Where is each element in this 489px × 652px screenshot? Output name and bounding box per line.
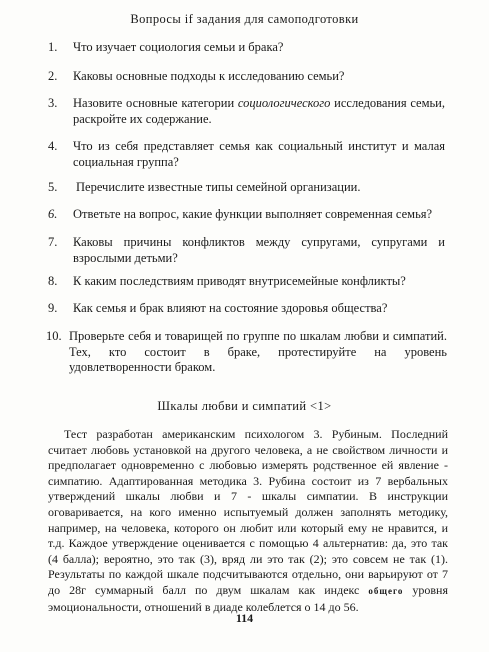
page-number: 114 <box>235 611 254 625</box>
question-number: 1. <box>48 40 58 54</box>
question-text: Каковы основные подходы к исследованию семьи? <box>73 69 345 83</box>
section-title-scales: Шкалы любви и симпатий <1> <box>157 399 332 413</box>
question-text: Что из себя представляет семья как социальный институт и малая социальная группа? <box>73 139 445 169</box>
question-number: 3. <box>48 96 58 110</box>
bold-word: общего <box>368 585 404 596</box>
question-number: 4. <box>48 139 58 153</box>
question-text: Перечислите известные типы семейной организации. <box>76 180 361 194</box>
question-number: 10. <box>46 329 62 343</box>
question-text: К каким последствиям приводят внутрисемейные конфликты? <box>73 274 406 288</box>
section-title-questions: Вопросы if задания для самоподготовки <box>130 12 359 26</box>
question-text: Назовите основные категории социологического исследования семьи, раскройте их содержание. <box>73 96 445 126</box>
question-number: 8. <box>48 274 58 288</box>
question-number: 6. <box>48 207 58 221</box>
italic-word: социологического <box>237 96 331 110</box>
question-text: Каковы причины конфликтов между супругами, супругами и взрослыми детьми? <box>73 235 445 265</box>
question-text: Как семья и брак влияют на состояние здоровья общества? <box>73 301 388 315</box>
question-text: Ответьте на вопрос, какие функции выполняет современная семья? <box>73 207 433 221</box>
question-number: 9. <box>48 301 58 315</box>
question-text: Проверьте себя и товарищей по группе по шкалам любви и симпатий. Тех, кто состоит в браке, протестируйте на уровень удовлетворенности браком. <box>69 329 447 374</box>
question-number: 7. <box>48 235 58 249</box>
question-number: 5. <box>48 180 58 194</box>
question-number: 2. <box>48 69 58 83</box>
question-text: Что изучает социология семьи и брака? <box>73 40 284 54</box>
body-paragraph: Тест разработан американским психологом 3. Рубиным. Последний считает любовь установкой на другого человека, а не свойством личности и предполагает одновременно с любовью измерять родственное ей явление - симпатию. Адаптированная методика 3. Рубина состоит из 7 вербальных утверждений шкалы любви и 7 - шкалы симпатии. В инструкции оговаривается, на кого именно испытуемый должен заполнять методику, например, на человека, которого он любит или который ему не нравится, и т.д. Каждое утверждение оценивается с помощью 4 альтернатив: да, это так (4 балла); вероятно, это так (3), вряд ли это так (2); это совсем не так (1). Результаты по каждой шкале подсчитываются отдельно, они варьируют от 7 до 28г суммарный балл по двум шкалам как индекс общего уровня эмоциональности, отношений в диаде колеблется о 14 до 56. <box>48 427 448 614</box>
